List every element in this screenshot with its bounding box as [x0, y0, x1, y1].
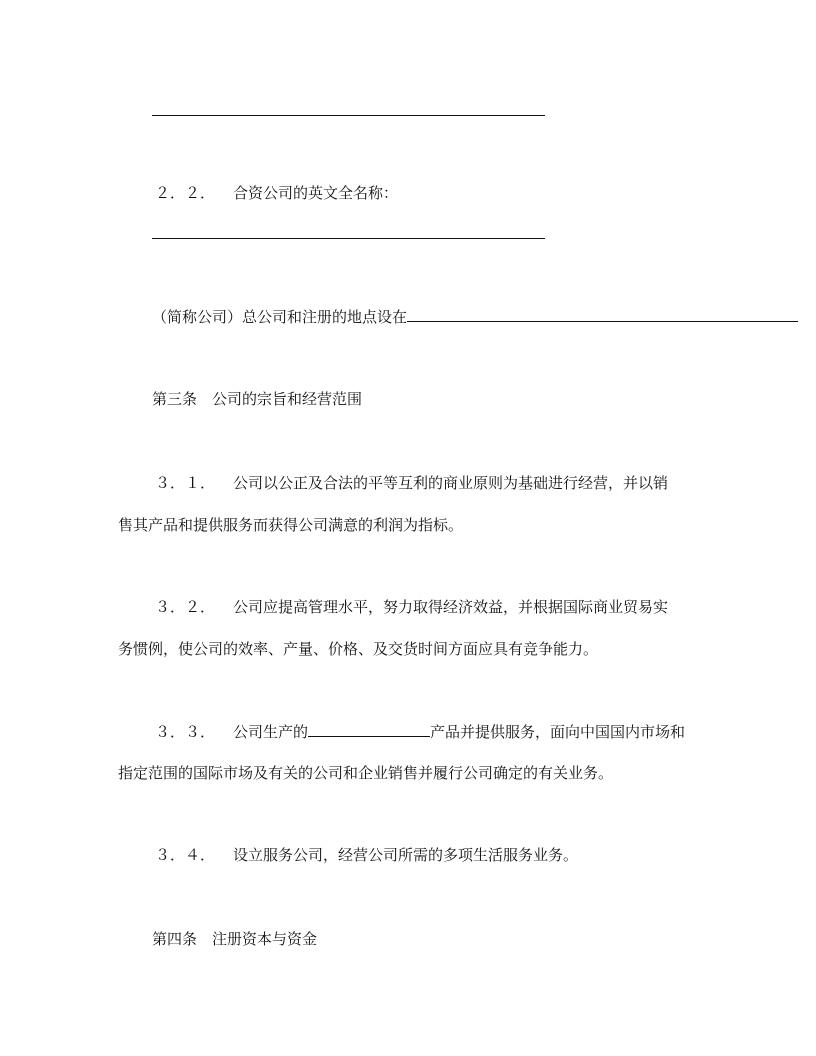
article-3-title	[152, 389, 362, 409]
clause-3-3-line-2	[118, 763, 613, 783]
clause-text: 设立服务公司，经营公司所需的多项生活服务业务。	[233, 846, 579, 864]
clause-3-1-line-1	[155, 473, 668, 493]
article-title: 第四条 注册资本与资金	[152, 930, 318, 948]
blank-line-address	[407, 306, 798, 322]
clause-text: 售其产品和提供服务而获得公司满意的利润为指标。	[118, 516, 464, 534]
blank-line-product	[308, 721, 430, 737]
clause-number: ３．４．	[155, 846, 216, 864]
registered-address-line	[152, 306, 798, 327]
clause-text: 公司应提高管理水平，努力取得经济效益，并根据国际商业贸易实	[233, 598, 669, 616]
clause-3-2-line-2	[118, 639, 598, 659]
clause-3-1-line-2	[118, 515, 463, 535]
clause-number: ３．３．	[155, 723, 216, 741]
clause-number: ３．１．	[155, 474, 216, 492]
clause-number: ３．２．	[155, 598, 216, 616]
clause-text: 产品并提供服务，面向中国国内市场和	[430, 723, 686, 741]
clause-number: ２．２．	[155, 184, 216, 202]
clause-3-3-line-1	[155, 721, 685, 742]
clause-text: 公司以公正及合法的平等互利的商业原则为基础进行经营，并以销	[233, 474, 669, 492]
blank-line-company-name	[152, 115, 545, 116]
blank-line-english-name	[152, 238, 545, 239]
clause-text: 务惯例，使公司的效率、产量、价格、及交货时间方面应具有竞争能力。	[118, 640, 599, 658]
clause-text: 公司生产的	[233, 723, 309, 741]
clause-text: 合资公司的英文全名称：	[233, 184, 399, 202]
article-title: 第三条 公司的宗旨和经营范围	[152, 390, 363, 408]
clause-2-2	[155, 183, 398, 203]
clause-3-4	[155, 845, 578, 865]
clause-3-2-line-1	[155, 597, 668, 617]
address-text: （简称公司）总公司和注册的地点设在	[152, 308, 408, 326]
article-4-title	[152, 929, 317, 949]
clause-text: 指定范围的国际市场及有关的公司和企业销售并履行公司确定的有关业务。	[118, 764, 614, 782]
